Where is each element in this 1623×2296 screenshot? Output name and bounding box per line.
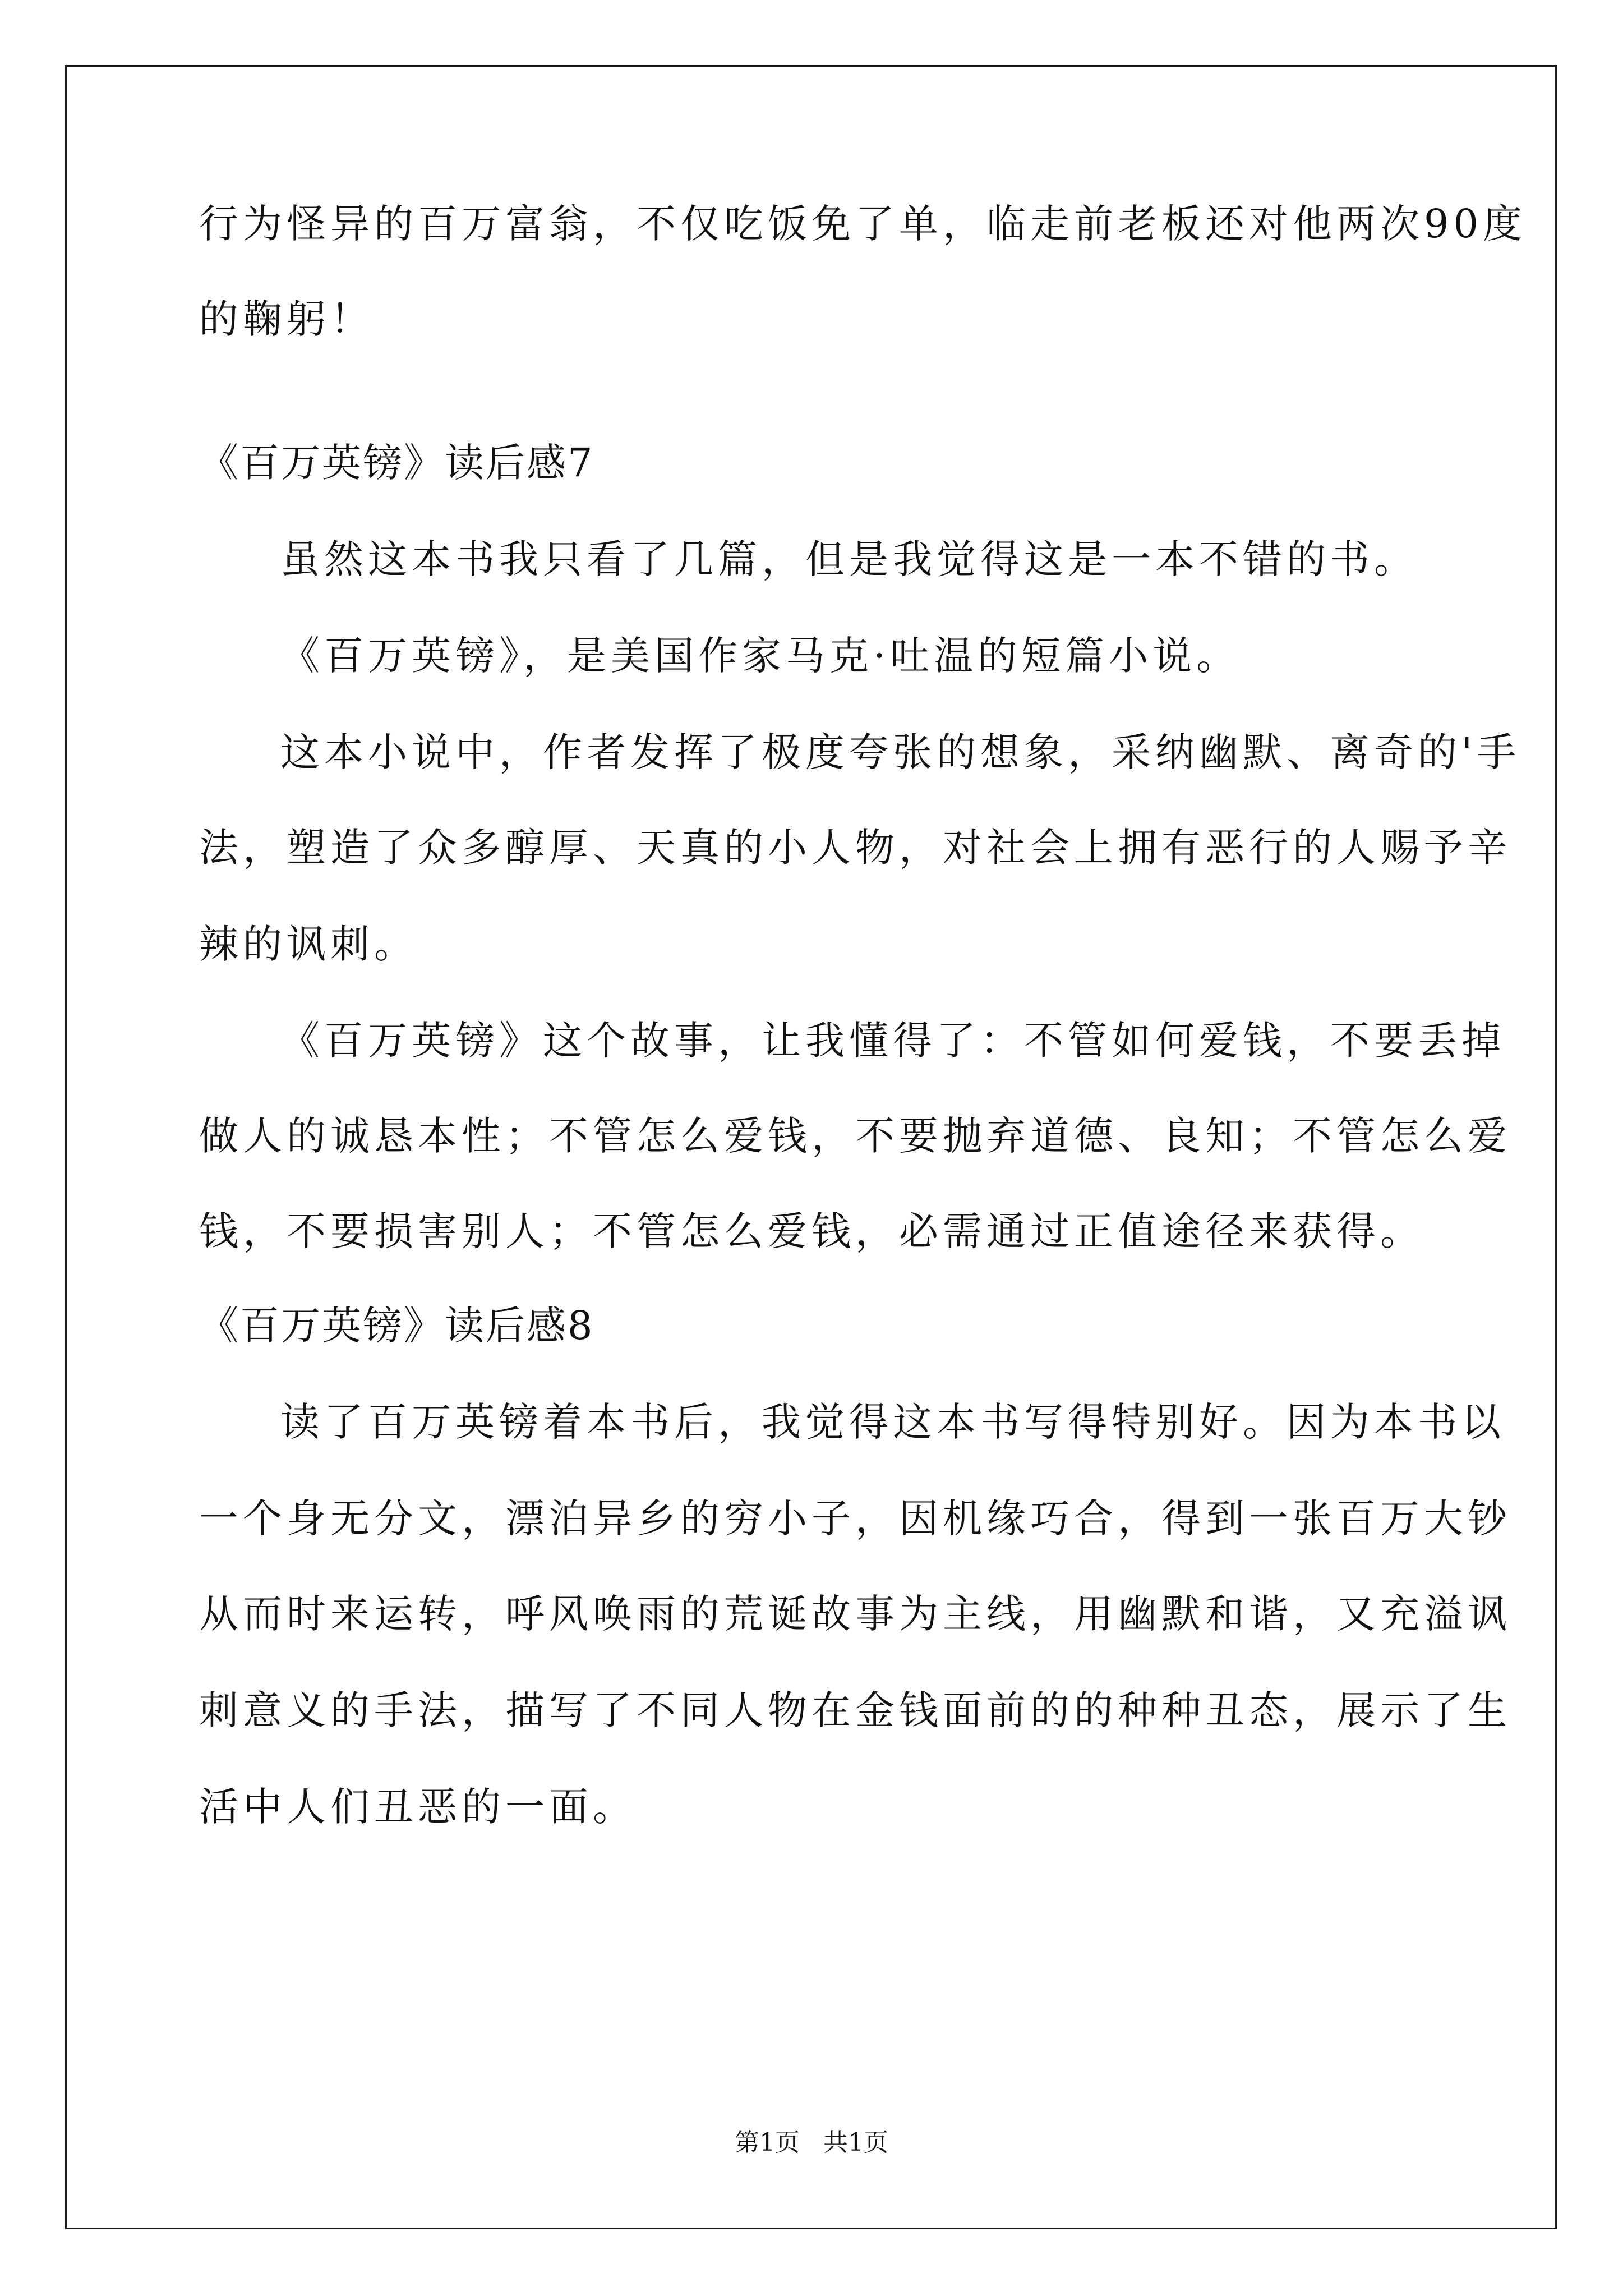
text-line: 法，塑造了众多醇厚、天真的小人物，对社会上拥有恶行的人赐予辛 [199,825,1511,871]
text-line: 辣的讽刺。 [199,921,418,967]
text-line: 行为怪异的百万富翁，不仅吃饭免了单，临走前老板还对他两次90度 [199,201,1527,247]
page-number-footer: 第1页 共1页 [735,2128,888,2157]
text-line: 虽然这本书我只看了几篇，但是我觉得这是一本不错的书。 [280,536,1418,582]
text-line: 《百万英镑》这个故事，让我懂得了：不管如何爱钱，不要丢掉 [280,1018,1505,1064]
text-line: 读了百万英镑着本书后，我觉得这本书写得特别好。因为本书以 [280,1399,1505,1445]
text-line: 一个身无分文，漂泊异乡的穷小子，因机缘巧合，得到一张百万大钞 [199,1496,1511,1542]
section-heading: 《百万英镑》读后感7 [199,440,594,486]
text-line: 的鞠躬！ [199,296,374,342]
text-line: 这本小说中，作者发挥了极度夸张的想象，采纳幽默、离奇的'手 [280,729,1521,775]
text-line: 《百万英镑》，是美国作家马克·吐温的短篇小说。 [280,633,1241,679]
section-heading: 《百万英镑》读后感8 [199,1303,594,1349]
text-line: 做人的诚恳本性；不管怎么爱钱，不要抛弃道德、良知；不管怎么爱 [199,1113,1511,1159]
text-line: 刺意义的手法，描写了不同人物在金钱面前的的种种丑态，展示了生 [199,1687,1511,1733]
text-line: 活中人们丑恶的一面。 [199,1784,637,1830]
text-line: 钱，不要损害别人；不管怎么爱钱，必需通过正值途径来获得。 [199,1208,1424,1254]
text-line: 从而时来运转，呼风唤雨的荒诞故事为主线，用幽默和谐，又充溢讽 [199,1591,1511,1637]
